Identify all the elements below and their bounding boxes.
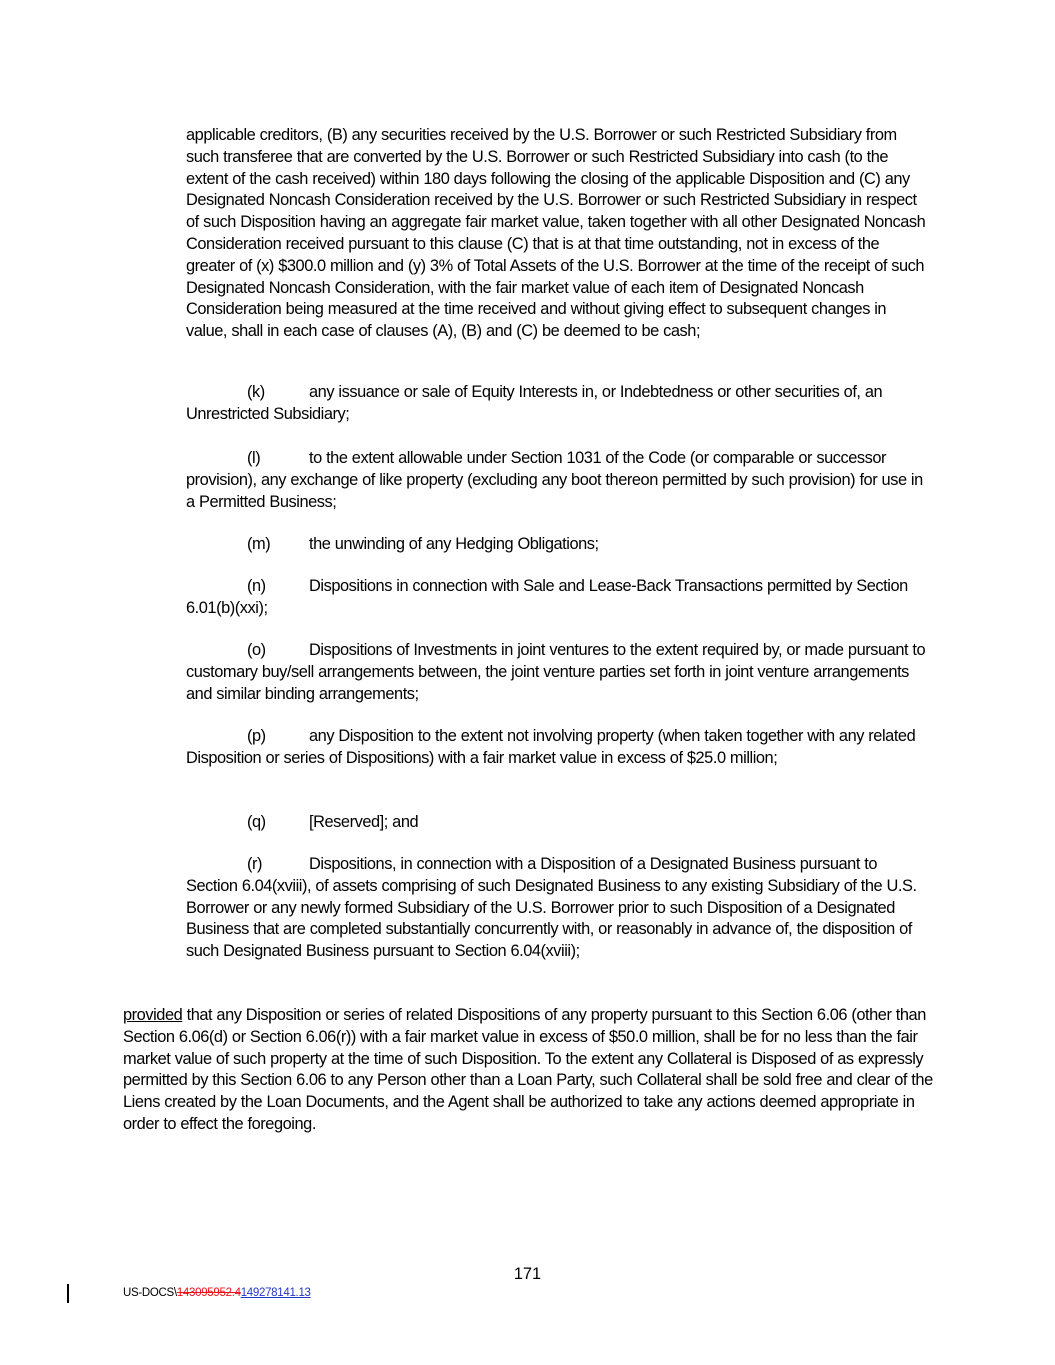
- clause-n: [186, 576, 931, 620]
- clause-text: Dispositions in connection with Sale and Lease-Back Transactions permitted by Section 6.01(b)(xxi);: [186, 577, 908, 617]
- clause-m: [186, 534, 931, 556]
- clause-label: (q): [247, 813, 266, 831]
- clause-label: (l): [247, 449, 261, 467]
- proviso-lead: provided: [123, 1006, 183, 1024]
- proviso-text: that any Disposition or series of related Dispositions of any property pursuant to this Section 6.06 (other than Section 6.06(d) or Section 6.06(r)) with a fair market value in excess of $50.0 million, shall be for no less than the fair market value of such property at the time of such Disposition. To the extent any Collateral is Disposed of as expressly permitted by this Section 6.06 to any Person other than a Loan Party, such Collateral shall be sold free and clear of the Liens created by the Loan Documents, and the Agent shall be authorized to take any actions deemed appropriate in order to effect the foregoing.: [123, 1006, 933, 1133]
- clause-label: (n): [247, 577, 266, 595]
- document-id-footer: [123, 1287, 311, 1299]
- clause-o: [186, 640, 931, 705]
- clause-r: [186, 854, 931, 963]
- clause-q: [186, 812, 931, 834]
- clause-label: (o): [247, 641, 266, 659]
- continuation-paragraph: applicable creditors, (B) any securities received by the U.S. Borrower or such Restricted Subsidiary from such transferee that are converted by the U.S. Borrower or such Restricted Subsidiary into cash (to the extent of the cash received) within 180 days following the closing of the applicable Disposition and (C) any Designated Noncash Consideration received by the U.S. Borrower or such Restricted Subsidiary in respect of such Disposition having an aggregate fair market value, taken together with all other Designated Noncash Consideration received pursuant to this clause (C) that is at that time outstanding, not in excess of the greater of (x) $300.0 million and (y) 3% of Total Assets of the U.S. Borrower at the time of the receipt of such Designated Noncash Consideration, with the fair market value of each item of Designated Noncash Consideration being measured at the time received and without giving effect to subsequent changes in value, shall in each case of clauses (A), (B) and (C) be deemed to be cash;: [186, 126, 926, 341]
- clause-label: (k): [247, 383, 265, 401]
- clause-k: [186, 382, 931, 426]
- clause-p: [186, 726, 931, 770]
- clause-label: (r): [247, 855, 263, 873]
- clause-text: to the extent allowable under Section 1031 of the Code (or comparable or successor provision), any exchange of like property (excluding any boot thereon permitted by such provision) for use in a Permitted Business;: [186, 449, 923, 511]
- footer-prefix: US-DOCS\: [123, 1287, 177, 1299]
- clause-label: (m): [247, 535, 271, 553]
- clause-text: any Disposition to the extent not involving property (when taken together with any related Disposition or series of Dispositions) with a fair market value in excess of $25.0 million;: [186, 727, 916, 767]
- clause-text: any issuance or sale of Equity Interests in, or Indebtedness or other securities of, an Unrestricted Subsidiary;: [186, 383, 883, 423]
- clause-text: [Reserved]; and: [309, 813, 419, 831]
- clause-l: [186, 448, 931, 513]
- clause-text: the unwinding of any Hedging Obligations;: [309, 535, 599, 553]
- footer-inserted-id: 149278141.13: [240, 1287, 311, 1299]
- clause-label: (p): [247, 727, 266, 745]
- page-number: 171: [513, 1265, 542, 1283]
- proviso-paragraph: [123, 1005, 933, 1136]
- footer-deleted-id: 143095952.4: [176, 1287, 241, 1299]
- change-bar: [67, 1284, 69, 1303]
- clause-text: Dispositions of Investments in joint ventures to the extent required by, or made pursuant to customary buy/sell arrangements between, the joint venture parties set forth in joint venture arrangements and similar binding arrangements;: [186, 641, 926, 703]
- clause-text: Dispositions, in connection with a Disposition of a Designated Business pursuant to Section 6.04(xviii), of assets comprising of such Designated Business to any existing Subsidiary of the U.S. Borrower or any newly formed Subsidiary of the U.S. Borrower prior to such Disposition of a Designated Business that are completed substantially concurrently with, or reasonably in advance of, the disposition of such Designated Business pursuant to Section 6.04(xviii);: [186, 855, 917, 961]
